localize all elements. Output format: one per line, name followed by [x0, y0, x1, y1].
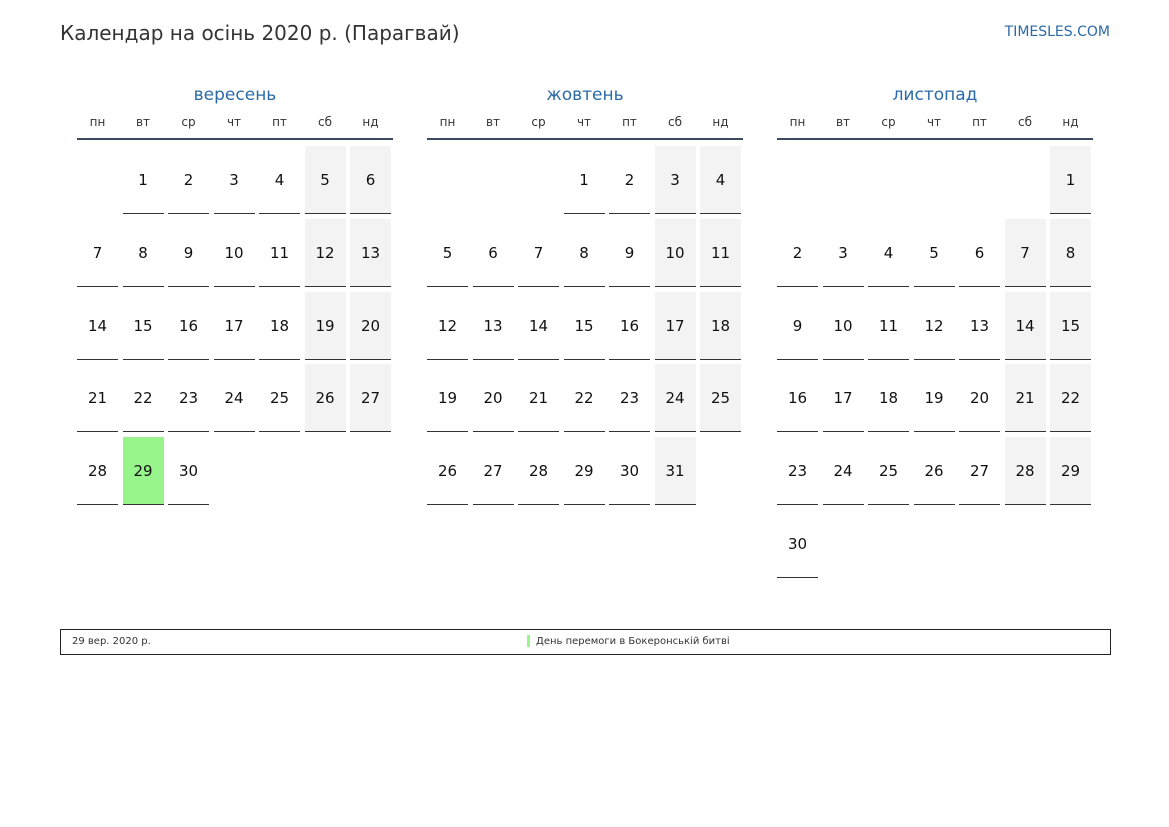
- weekday-label: вт: [835, 115, 851, 129]
- weekday-label: ср: [531, 115, 546, 129]
- day-cell: 14: [77, 292, 118, 360]
- day-cell: 25: [700, 364, 741, 432]
- day-cell: 13: [350, 219, 391, 287]
- day-cell: 11: [700, 219, 741, 287]
- day-cell: 27: [473, 437, 514, 505]
- weekday-label: вт: [135, 115, 151, 129]
- day-cell: 24: [214, 364, 255, 432]
- day-cell: 12: [914, 292, 955, 360]
- day-cell: 24: [823, 437, 864, 505]
- day-cell: 3: [214, 146, 255, 214]
- day-cell: 10: [655, 219, 696, 287]
- weekday-label: сб: [318, 115, 332, 129]
- day-cell: 8: [564, 219, 605, 287]
- day-cell: 12: [427, 292, 468, 360]
- day-cell: 23: [168, 364, 209, 432]
- day-cell: 19: [305, 292, 346, 360]
- day-cell: 4: [259, 146, 300, 214]
- day-cell: 7: [518, 219, 559, 287]
- day-cell: 11: [259, 219, 300, 287]
- weekday-label: пн: [789, 115, 806, 129]
- day-cell: 29: [564, 437, 605, 505]
- day-cell: 18: [868, 364, 909, 432]
- day-cell: 11: [868, 292, 909, 360]
- month-calendar: [77, 84, 393, 510]
- day-cell: 6: [959, 219, 1000, 287]
- day-cell: 16: [777, 364, 818, 432]
- day-cell: 15: [1050, 292, 1091, 360]
- weekday-header: [77, 106, 393, 140]
- day-cell: 5: [914, 219, 955, 287]
- day-cell: 9: [777, 292, 818, 360]
- page-title: Календар на осінь 2020 р. (Парагвай): [60, 21, 460, 45]
- day-cell: 20: [959, 364, 1000, 432]
- day-cell: 30: [777, 510, 818, 578]
- day-cell: 28: [518, 437, 559, 505]
- day-cell: 7: [77, 219, 118, 287]
- month-calendar: [777, 84, 1093, 583]
- day-cell: 1: [123, 146, 164, 214]
- day-cell: 17: [214, 292, 255, 360]
- weekday-label: пт: [972, 115, 987, 129]
- day-cell: 25: [868, 437, 909, 505]
- day-cell: 5: [305, 146, 346, 214]
- weekday-label: сб: [668, 115, 682, 129]
- day-cell: 16: [609, 292, 650, 360]
- day-cell: 9: [609, 219, 650, 287]
- day-cell: 30: [609, 437, 650, 505]
- weekday-label: нд: [1062, 115, 1079, 129]
- day-cell: 29: [123, 437, 164, 505]
- day-cell: 1: [564, 146, 605, 214]
- day-cell: 31: [655, 437, 696, 505]
- day-cell: 28: [77, 437, 118, 505]
- day-cell: 14: [1005, 292, 1046, 360]
- day-cell: 21: [518, 364, 559, 432]
- day-cell: 6: [350, 146, 391, 214]
- day-cell: 17: [823, 364, 864, 432]
- month-name: жовтень: [546, 85, 624, 105]
- day-cell: 3: [823, 219, 864, 287]
- day-cell: 15: [123, 292, 164, 360]
- weekday-label: нд: [362, 115, 379, 129]
- month-calendar: [427, 84, 743, 510]
- day-cell: 19: [914, 364, 955, 432]
- day-cell: 26: [914, 437, 955, 505]
- day-cell: 23: [609, 364, 650, 432]
- day-cell: 5: [427, 219, 468, 287]
- legend-holiday-name: День перемоги в Бокеронській битві: [536, 636, 730, 647]
- day-cell: 8: [123, 219, 164, 287]
- holiday-legend: [60, 629, 1111, 655]
- day-cell: 20: [350, 292, 391, 360]
- day-cell: 18: [700, 292, 741, 360]
- day-cell: 30: [168, 437, 209, 505]
- weekday-label: чт: [576, 115, 592, 129]
- day-cell: 24: [655, 364, 696, 432]
- day-cell: 15: [564, 292, 605, 360]
- day-cell: 1: [1050, 146, 1091, 214]
- day-cell: 6: [473, 219, 514, 287]
- weekday-label: пн: [89, 115, 106, 129]
- day-grid: [427, 140, 743, 510]
- day-cell: 13: [473, 292, 514, 360]
- day-cell: 23: [777, 437, 818, 505]
- day-cell: 16: [168, 292, 209, 360]
- legend-date: 29 вер. 2020 р.: [72, 636, 151, 647]
- day-cell: 22: [564, 364, 605, 432]
- weekday-label: вт: [485, 115, 501, 129]
- day-cell: 14: [518, 292, 559, 360]
- day-cell: 10: [214, 219, 255, 287]
- day-cell: 22: [1050, 364, 1091, 432]
- month-name: листопад: [892, 85, 978, 105]
- day-cell: 2: [168, 146, 209, 214]
- day-grid: [777, 140, 1093, 583]
- weekday-label: чт: [226, 115, 242, 129]
- day-cell: 3: [655, 146, 696, 214]
- weekday-label: чт: [926, 115, 942, 129]
- weekday-header: [427, 106, 743, 140]
- day-cell: 4: [700, 146, 741, 214]
- weekday-label: пт: [272, 115, 287, 129]
- day-cell: 4: [868, 219, 909, 287]
- day-cell: 27: [350, 364, 391, 432]
- day-cell: 29: [1050, 437, 1091, 505]
- day-cell: 26: [305, 364, 346, 432]
- day-grid: [77, 140, 393, 510]
- month-name: вересень: [193, 85, 277, 105]
- day-cell: 27: [959, 437, 1000, 505]
- weekday-label: пт: [622, 115, 637, 129]
- day-cell: 28: [1005, 437, 1046, 505]
- day-cell: 8: [1050, 219, 1091, 287]
- day-cell: 22: [123, 364, 164, 432]
- day-cell: 18: [259, 292, 300, 360]
- legend-color-swatch: [527, 635, 530, 647]
- day-cell: 26: [427, 437, 468, 505]
- day-cell: 10: [823, 292, 864, 360]
- site-link[interactable]: TIMESLES.COM: [1004, 24, 1110, 40]
- weekday-label: пн: [439, 115, 456, 129]
- day-cell: 25: [259, 364, 300, 432]
- weekday-label: ср: [181, 115, 196, 129]
- day-cell: 21: [77, 364, 118, 432]
- day-cell: 7: [1005, 219, 1046, 287]
- day-cell: 13: [959, 292, 1000, 360]
- weekday-label: ср: [881, 115, 896, 129]
- day-cell: 2: [609, 146, 650, 214]
- day-cell: 21: [1005, 364, 1046, 432]
- day-cell: 19: [427, 364, 468, 432]
- day-cell: 9: [168, 219, 209, 287]
- day-cell: 20: [473, 364, 514, 432]
- weekday-header: [777, 106, 1093, 140]
- weekday-label: сб: [1018, 115, 1032, 129]
- day-cell: 17: [655, 292, 696, 360]
- day-cell: 12: [305, 219, 346, 287]
- weekday-label: нд: [712, 115, 729, 129]
- day-cell: 2: [777, 219, 818, 287]
